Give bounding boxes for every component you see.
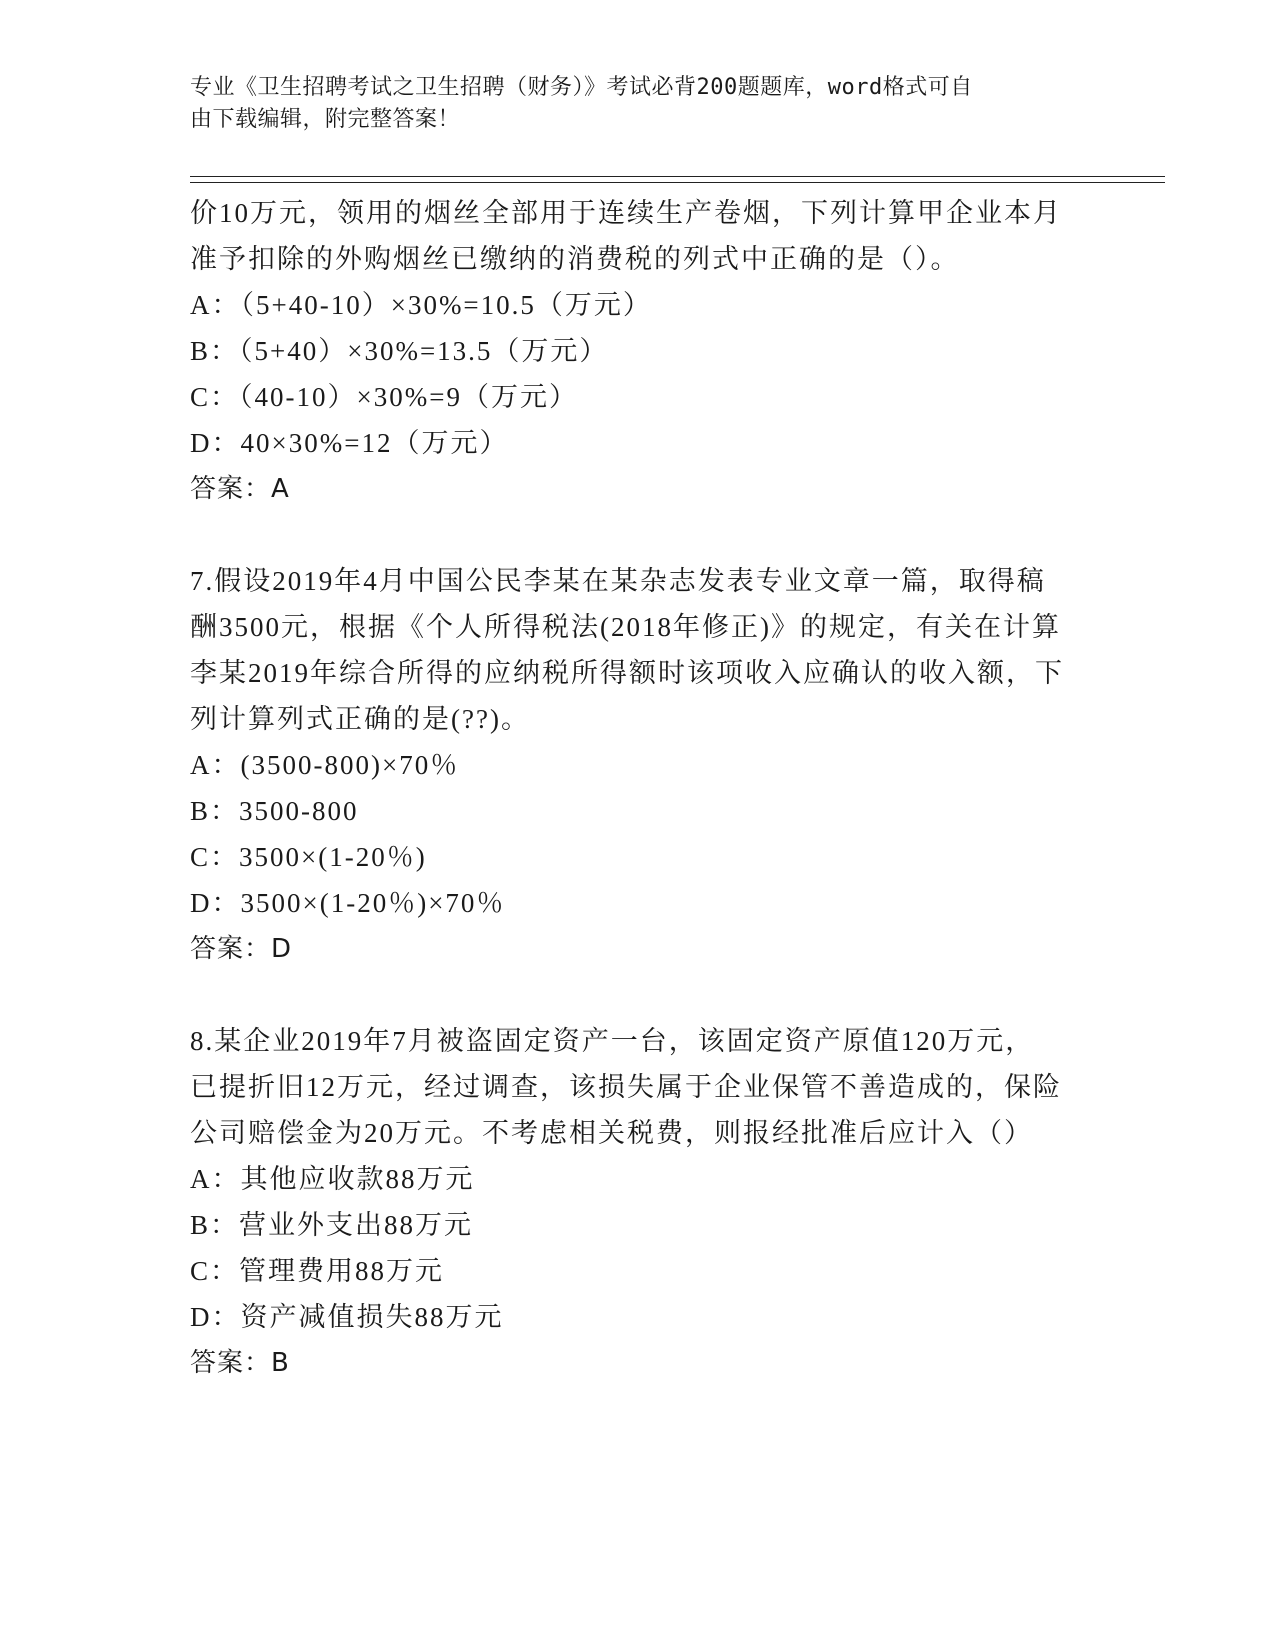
option-a: A：其他应收款88万元: [190, 1164, 475, 1194]
option-a: A：（5+40-10）×30%=10.5（万元）: [190, 290, 652, 320]
header-divider-bottom: [190, 182, 1165, 183]
question-text-line: 公司赔偿金为20万元。不考虑相关税费，则报经批准后应计入（）: [190, 1118, 1033, 1148]
option-d: D：40×30%=12（万元）: [190, 428, 509, 458]
header-divider-top: [190, 176, 1165, 177]
question-8: [190, 1018, 1090, 1386]
question-7: [190, 558, 1090, 972]
option-b: B：3500-800: [190, 796, 359, 826]
question-spacer: [190, 972, 1090, 1018]
header-line-1: 专业《卫生招聘考试之卫生招聘（财务）》考试必背200题题库，word格式可自: [190, 75, 973, 100]
question-text-line: 已提折旧12万元，经过调查，该损失属于企业保管不善造成的，保险: [190, 1072, 1062, 1102]
option-b: B：（5+40）×30%=13.5（万元）: [190, 336, 609, 366]
answer-label: 答案：B: [190, 1348, 290, 1378]
question-text-line: 7.假设2019年4月中国公民李某在某杂志发表专业文章一篇，取得稿: [190, 566, 1046, 596]
question-text-line: 8.某企业2019年7月被盗固定资产一台，该固定资产原值120万元，: [190, 1026, 1035, 1056]
question-text-line: 李某2019年综合所得的应纳税所得额时该项收入应确认的收入额，下: [190, 658, 1064, 688]
option-a: A：(3500-800)×70％: [190, 750, 460, 780]
option-d: D：3500×(1-20％)×70％: [190, 888, 506, 918]
question-text-line: 准予扣除的外购烟丝已缴纳的消费税的列式中正确的是（）。: [190, 244, 960, 274]
question-text-line: 列计算列式正确的是(??)。: [190, 704, 530, 734]
question-text-line: 价10万元，领用的烟丝全部用于连续生产卷烟，下列计算甲企业本月: [190, 198, 1062, 228]
document-header: [190, 72, 1090, 136]
option-d: D：资产减值损失88万元: [190, 1302, 504, 1332]
option-b: B：营业外支出88万元: [190, 1210, 474, 1240]
answer-label: 答案：D: [190, 934, 293, 964]
document-body: [190, 190, 1090, 1386]
question-text-line: 酬3500元，根据《个人所得税法(2018年修正)》的规定，有关在计算: [190, 612, 1061, 642]
answer-label: 答案：A: [190, 474, 290, 504]
question-6: [190, 190, 1090, 512]
option-c: C：管理费用88万元: [190, 1256, 445, 1286]
option-c: C：（40-10）×30%=9（万元）: [190, 382, 578, 412]
option-c: C：3500×(1-20％): [190, 842, 427, 872]
question-spacer: [190, 512, 1090, 558]
header-line-2: 由下载编辑，附完整答案！: [190, 107, 461, 132]
